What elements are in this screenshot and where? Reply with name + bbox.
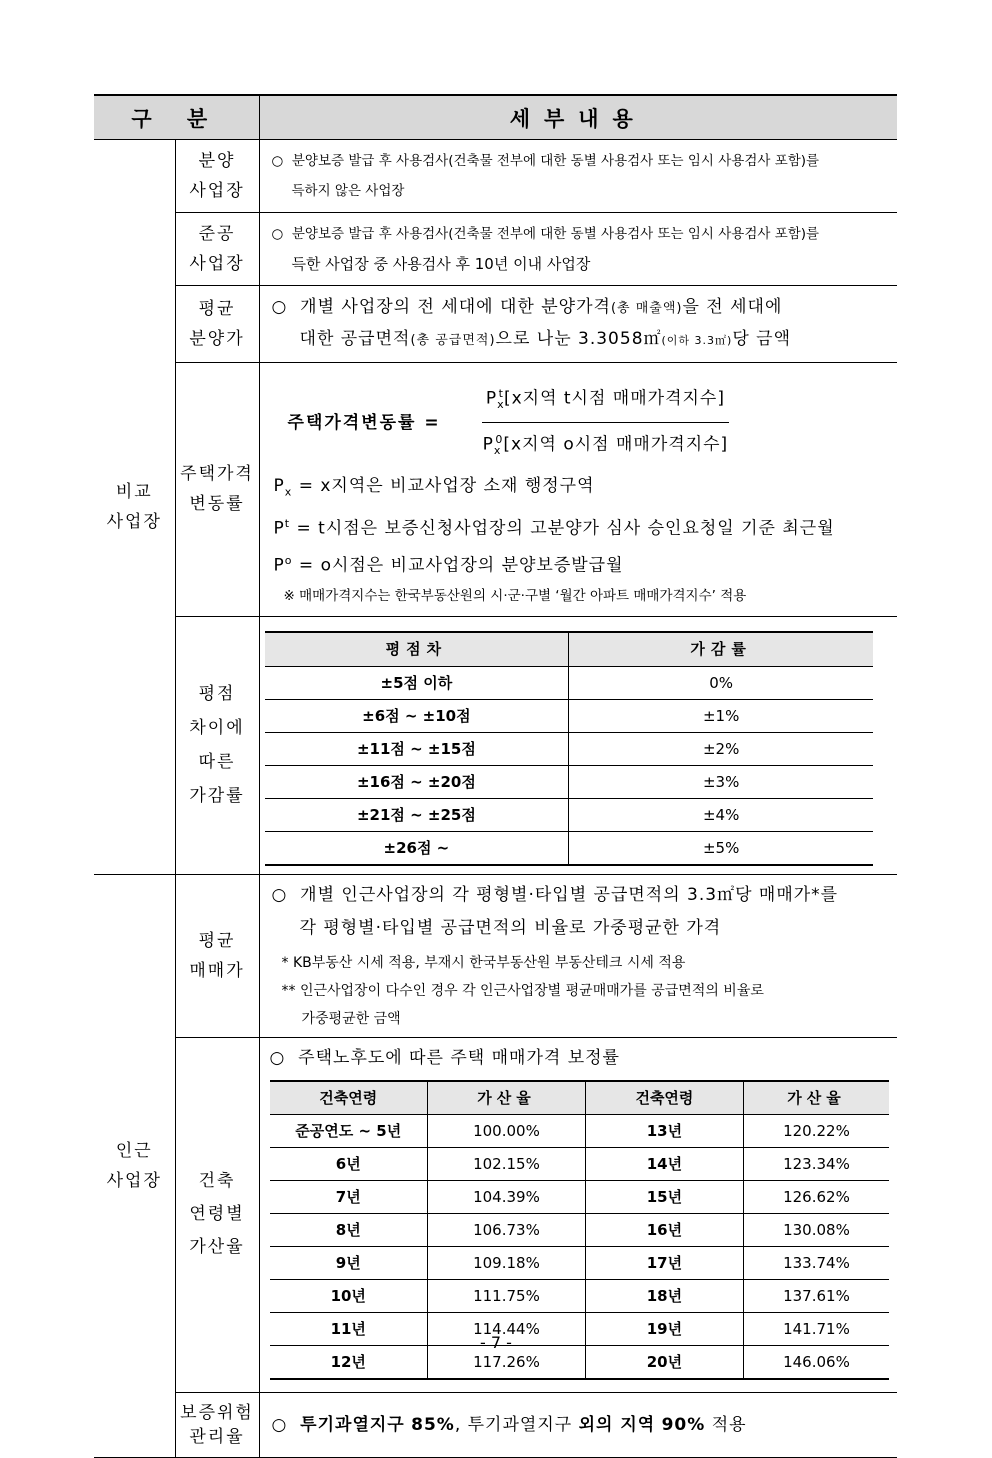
definition-pt: [274, 508, 890, 545]
table-row: [270, 1147, 890, 1180]
label-sale-site-line2: 사업장: [189, 181, 245, 201]
den-sup: 0: [495, 433, 504, 447]
rate-cell: 141.71%: [743, 1312, 889, 1345]
age-cell: 16년: [585, 1213, 743, 1246]
label-avg-trade-price: [175, 874, 259, 1037]
score-cell: ±21점 ~ ±25점: [265, 798, 569, 831]
table-row: [270, 1180, 890, 1213]
label-price-change: [175, 363, 259, 617]
label-sale-site-line1: 분양: [198, 151, 236, 171]
table-row: [270, 1114, 890, 1147]
score-cell: ±26점 ~: [265, 831, 569, 865]
bullet-icon: ○: [269, 1047, 286, 1068]
table-row: [265, 666, 874, 699]
age-cell: 20년: [585, 1345, 743, 1379]
label-avg-trade-price-line2: 매매가: [189, 960, 245, 981]
def1-sub: x: [284, 485, 293, 499]
age-cell: 14년: [585, 1147, 743, 1180]
avg-trade-price-line1-text: 개별 인근사업장의 각 평형별·타입별 공급면적의 3.3㎡당 매매가*를: [300, 884, 839, 905]
content-avg-trade-price: [259, 874, 897, 1037]
table-row: [265, 831, 874, 865]
price-change-formula: [288, 379, 890, 466]
age-cell: 18년: [585, 1279, 743, 1312]
label-price-change-line2: 변동률: [189, 494, 245, 515]
age-cell: 10년: [270, 1279, 428, 1312]
formula-numerator: [482, 379, 729, 423]
avg-sale-price-line2-e: 당 금액: [732, 329, 792, 349]
label-score-rate-line1: 평점: [198, 684, 236, 705]
num-text: [x지역 t시점 매매가격지수]: [503, 388, 725, 409]
category-nearby: [94, 874, 175, 1457]
label-price-change-line1: 주택가격: [180, 464, 254, 485]
age-cell: 9년: [270, 1246, 428, 1279]
content-price-change: [259, 363, 897, 617]
score-cell: ±11점 ~ ±15점: [265, 732, 569, 765]
label-avg-sale-price-line1: 평균: [198, 299, 236, 319]
label-score-rate-line4: 가감률: [189, 786, 245, 807]
definition-po: [274, 545, 890, 582]
age-cell: 15년: [585, 1180, 743, 1213]
label-completed-site-line2: 사업장: [189, 254, 245, 274]
table-row: [270, 1213, 890, 1246]
age-cell: 6년: [270, 1147, 428, 1180]
def2-text: = t시점은 보증신청사업장의 고분양가 심사 승인요청일 기준 최근월: [290, 519, 835, 540]
rate-cell: ±3%: [569, 765, 873, 798]
label-age-rate-line2: 연령별: [189, 1204, 245, 1225]
content-avg-sale-price: [259, 286, 897, 363]
rate-cell: 137.61%: [743, 1279, 889, 1312]
avg-sale-price-line2-b: (총 공급면적): [410, 333, 496, 348]
label-risk-mgmt: [175, 1392, 259, 1457]
avg-trade-price-line2: 각 평형별·타입별 공급면적의 비율로 가중평균한 가격: [299, 917, 722, 938]
avg-sale-price-line2-d: (이하 3.3㎡): [661, 334, 733, 347]
num-sub: x: [497, 398, 505, 412]
rate-cell: 117.26%: [427, 1345, 585, 1379]
sale-site-line1-text: 분양보증 발급 후 사용검사(건축물 전부에 대한 동별 사용검사 또는 임시 사용검사 포함)를: [291, 153, 820, 169]
category-nearby-line1: 인근: [115, 1140, 153, 1161]
table-row: [265, 798, 874, 831]
definition-px: [274, 470, 890, 508]
score-column-header: 평점차: [265, 632, 569, 667]
bullet-icon: ○: [271, 226, 284, 242]
content-completed-site: [259, 213, 897, 286]
avg-sale-price-line2-a: 대한 공급면적: [299, 329, 411, 349]
table-row: [270, 1246, 890, 1279]
avg-sale-price-line2-c: 으로 나눈 3.3058㎡: [495, 329, 662, 349]
den-text: [x지역 o시점 매매가격지수]: [503, 434, 729, 455]
header-details: 세부내용: [259, 95, 897, 140]
def2-sup: t: [284, 517, 291, 531]
risk-part2: 85%: [411, 1414, 455, 1435]
rate-column-header-1: 가산율: [427, 1081, 585, 1115]
age-cell: 준공연도 ~ 5년: [270, 1114, 428, 1147]
def1-p: P: [273, 476, 285, 497]
price-index-note: ※ 매매가격지수는 한국부동산원의 시·군·구별 ‘월간 아파트 매매가격지수’ 적용: [283, 587, 747, 604]
content-sale-site: [259, 140, 897, 213]
table-row: [270, 1279, 890, 1312]
trade-price-note1: * KB부동산 시세 적용, 부재시 한국부동산원 부동산테크 시세 적용: [281, 954, 686, 971]
risk-part1: 투기과열지구: [300, 1414, 405, 1435]
avg-sale-price-line1: [272, 292, 890, 324]
age-cell: 17년: [585, 1246, 743, 1279]
rate-column-header-2: 가산율: [743, 1081, 889, 1115]
category-compare-line1: 비교: [115, 481, 153, 502]
rate-cell: 123.34%: [743, 1147, 889, 1180]
content-score-rate: [259, 616, 897, 874]
avg-trade-price-line1: [272, 879, 890, 912]
num-sup: t: [498, 387, 504, 400]
label-score-rate: [175, 616, 259, 874]
rate-cell: 133.74%: [743, 1246, 889, 1279]
age-cell: 12년: [270, 1345, 428, 1379]
completed-site-line1-text: 분양보증 발급 후 사용검사(건축물 전부에 대한 동별 사용검사 또는 임시 사용검사 포함)를: [291, 226, 820, 242]
category-compare-line2: 사업장: [106, 511, 162, 532]
den-sub: x: [493, 444, 502, 458]
rate-cell: ±1%: [569, 699, 873, 732]
category-compare: [94, 140, 175, 875]
avg-sale-price-line1-b: (총 매출액): [610, 301, 683, 316]
rate-cell: 146.06%: [743, 1345, 889, 1379]
formula-fraction: [479, 379, 733, 466]
table-row: [265, 699, 874, 732]
sale-site-line1: [272, 146, 890, 176]
bullet-icon: ○: [271, 1414, 288, 1435]
def3-sup: o: [284, 554, 293, 568]
def1-text: = x지역은 비교사업장 소재 행정구역: [292, 476, 595, 497]
rate-cell: 0%: [569, 666, 873, 699]
rate-cell: 120.22%: [743, 1114, 889, 1147]
formula-lhs: 주택가격변동률 =: [287, 412, 441, 433]
avg-sale-price-line1-a: 개별 사업장의 전 세대에 대한 분양가격: [300, 297, 611, 317]
avg-sale-price-line2: [272, 324, 890, 356]
risk-part5: 90%: [661, 1414, 706, 1435]
bullet-icon: ○: [271, 297, 288, 317]
rate-cell: ±4%: [569, 798, 873, 831]
table-row: [265, 765, 874, 798]
rate-cell: 126.62%: [743, 1180, 889, 1213]
rate-cell: ±2%: [569, 732, 873, 765]
label-age-rate-line3: 가산율: [189, 1237, 245, 1258]
score-cell: ±16점 ~ ±20점: [265, 765, 569, 798]
score-cell: ±6점 ~ ±10점: [265, 699, 569, 732]
page-number: - 7 -: [480, 1333, 512, 1352]
age-cell: 11년: [270, 1312, 428, 1345]
rate-cell: 104.39%: [427, 1180, 585, 1213]
age-column-header-1: 건축연령: [270, 1081, 428, 1115]
def2-p: P: [273, 519, 285, 540]
trade-price-note2-line1: ** 인근사업장이 다수인 경우 각 인근사업장별 평균매매가를 공급면적의 비율로: [281, 982, 764, 999]
rate-cell: 130.08%: [743, 1213, 889, 1246]
score-cell: ±5점 이하: [265, 666, 569, 699]
label-risk-mgmt-line1: 보증위험: [180, 1402, 254, 1423]
label-score-rate-line3: 따른: [198, 752, 236, 773]
label-age-rate-line1: 건축: [198, 1171, 236, 1192]
age-cell: 7년: [270, 1180, 428, 1213]
rate-cell: ±5%: [569, 831, 873, 865]
rate-cell: 111.75%: [427, 1279, 585, 1312]
label-avg-trade-price-line1: 평균: [198, 930, 236, 951]
sale-site-line2: 득하지 않은 사업장: [291, 183, 405, 199]
rate-cell: 114.44%: [427, 1312, 585, 1345]
trade-price-note2-line2: 가중평균한 금액: [301, 1010, 401, 1027]
age-rate-title-text: 주택노후도에 따른 주택 매매가격 보정률: [298, 1047, 620, 1068]
age-rate-title: [270, 1040, 890, 1076]
formula-denominator: [479, 423, 733, 466]
rate-cell: 102.15%: [427, 1147, 585, 1180]
num-p: P: [485, 388, 498, 409]
label-score-rate-line2: 차이에: [189, 718, 245, 739]
header-category: 구 분: [94, 95, 259, 140]
def3-text: = o시점은 비교사업장의 분양보증발급월: [292, 555, 624, 576]
criteria-table: [94, 94, 897, 1458]
age-column-header-2: 건축연령: [585, 1081, 743, 1115]
completed-site-line1: [272, 219, 890, 249]
risk-part6: 적용: [711, 1414, 747, 1435]
rate-cell: 106.73%: [427, 1213, 585, 1246]
risk-mgmt-line: [272, 1410, 890, 1440]
def3-p: P: [273, 555, 285, 576]
content-risk-mgmt: [259, 1392, 897, 1457]
den-p: P: [482, 434, 494, 455]
label-avg-sale-price: [175, 286, 259, 363]
risk-part4: 외의 지역: [578, 1414, 656, 1435]
bullet-icon: ○: [271, 153, 284, 169]
label-completed-site: [175, 213, 259, 286]
age-cell: 19년: [585, 1312, 743, 1345]
rate-cell: 100.00%: [427, 1114, 585, 1147]
label-sale-site: [175, 140, 259, 213]
label-completed-site-line1: 준공: [198, 224, 236, 244]
completed-site-line2: 득한 사업장 중 사용검사 후 10년 이내 사업장: [291, 255, 591, 273]
rate-cell: 109.18%: [427, 1246, 585, 1279]
label-risk-mgmt-line2: 관리율: [189, 1426, 245, 1447]
table-row: [265, 732, 874, 765]
rate-column-header: 가감률: [569, 632, 873, 667]
category-nearby-line2: 사업장: [106, 1170, 162, 1191]
risk-part3: , 투기과열지구: [454, 1414, 573, 1435]
age-cell: 8년: [270, 1213, 428, 1246]
bullet-icon: ○: [271, 884, 288, 905]
age-cell: 13년: [585, 1114, 743, 1147]
label-avg-sale-price-line2: 분양가: [189, 329, 245, 349]
avg-sale-price-line1-c: 을 전 세대에: [682, 297, 783, 317]
score-rate-table: [265, 631, 874, 866]
